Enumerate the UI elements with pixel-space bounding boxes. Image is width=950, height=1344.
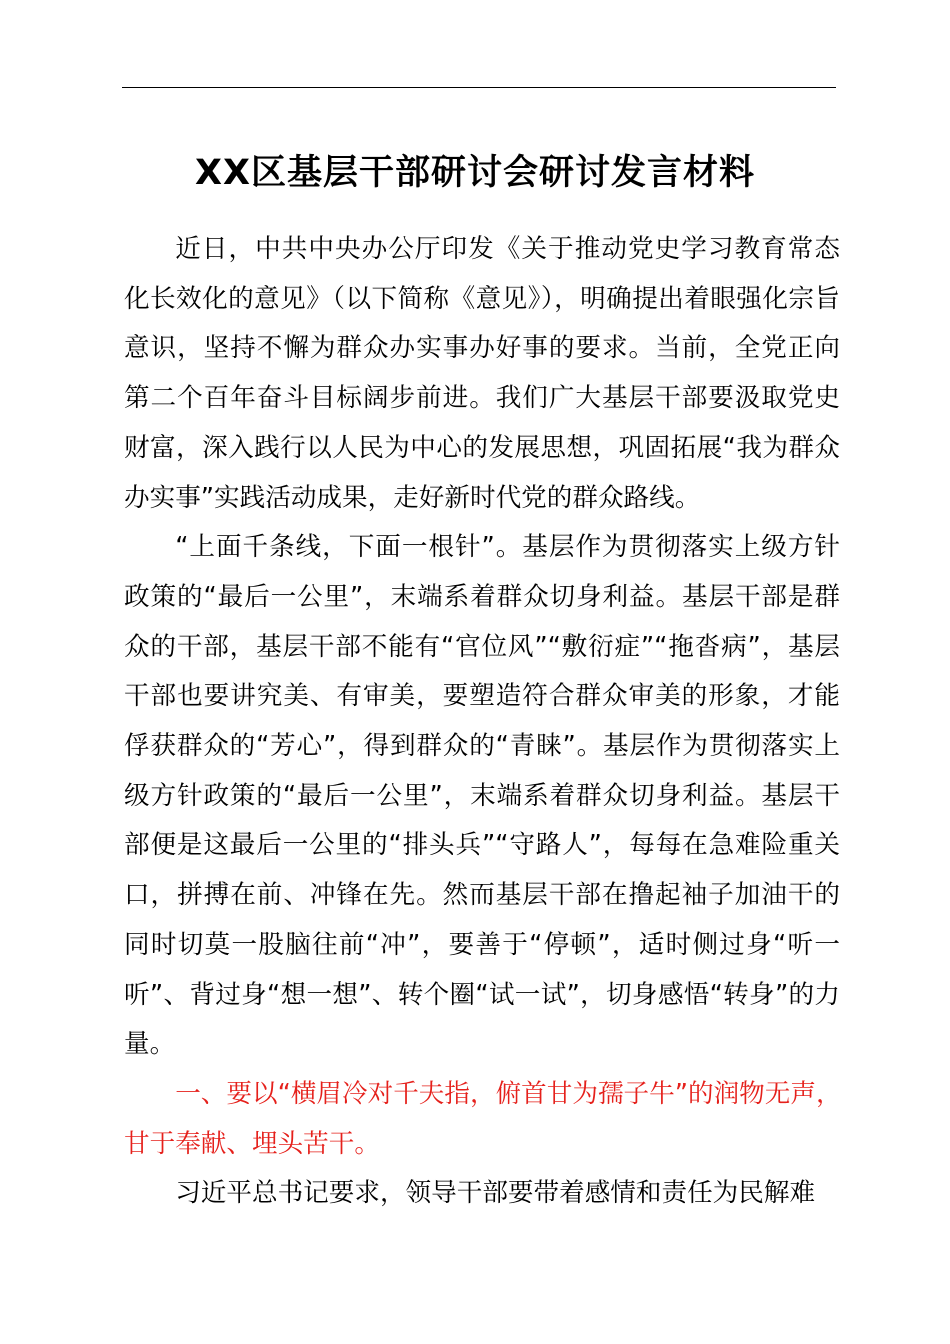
paragraph-grassroots: “上面千条线，下面一根针”。基层作为贯彻落实上级方针政策的“最后一公里”，末端系着群众切身利益。基层干部是群众的干部，基层干部不能有“官位风”“敷衍症”“拖沓病”，基层干部也要讲究美、有审美，要塑造符合群众审美的形象，才能俘获群众的“芳心”，得到群众的“青睐”。基层作为贯彻落实上级方针政策的“最后一公里”，末端系着群众切身利益。基层干部便是这最后一公里的“排头兵”“守路人”，每每在急难险重关口，拼搏在前、冲锋在先。然而基层干部在撸起袖子加油干的同时切莫一股脑往前“冲”，要善于“停顿”，适时侧过身“听一听”、背过身“想一想”、转个圈“试一试”，切身感悟“转身”的力量。: [124, 532, 840, 1060]
section-heading-1-line2: 甘于奉献、埋头苦干。: [124, 1128, 380, 1159]
document-body: [124, 225, 840, 1219]
section-heading-1: [124, 1070, 840, 1169]
paragraph-intro: 近日，中共中央办公厅印发《关于推动党史学习教育常态化长效化的意见》（以下简称《意见》），明确提出着眼强化宗旨意识，坚持不懈为群众办实事办好事的要求。当前，全党正向第二个百年奋斗目标阔步前进。我们广大基层干部要汲取党史财富，深入践行以人民为中心的发展思想，巩固拓展“我为群众办实事”实践活动成果，走好新时代党的群众路线。: [124, 234, 840, 513]
section-heading-1-line1: 一、要以“横眉冷对千夫指，俯首甘为孺子牛”的润物无声，: [175, 1078, 842, 1109]
document-title: XX区基层干部研讨会研讨发言材料: [195, 153, 755, 193]
header-rule: [122, 87, 836, 88]
paragraph-last: 习近平总书记要求，领导干部要带着感情和责任为民解难: [175, 1178, 816, 1209]
